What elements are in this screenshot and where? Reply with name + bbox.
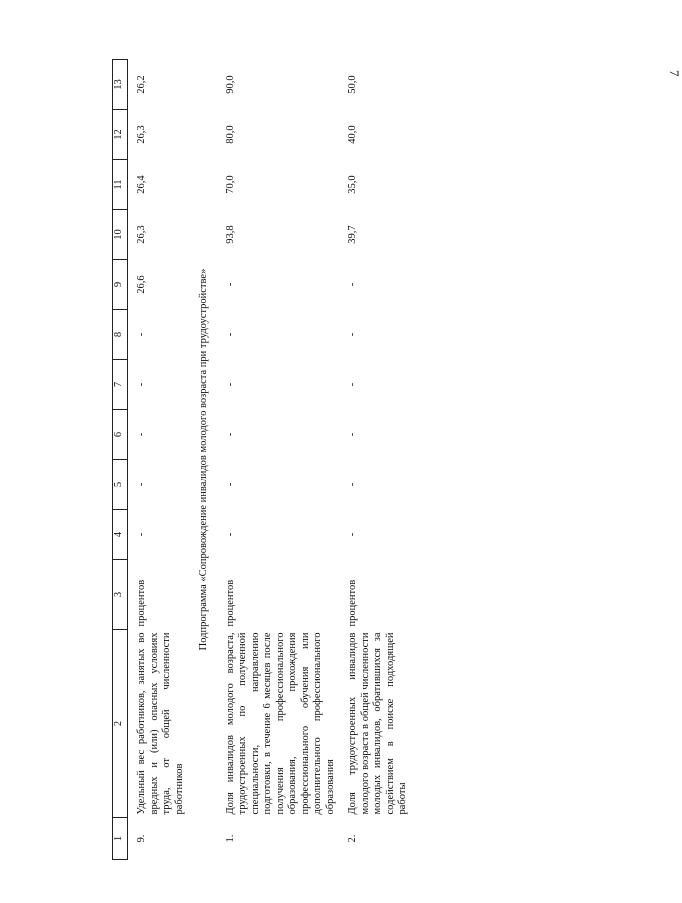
row-value: - <box>136 382 147 387</box>
row-value: - <box>347 332 358 337</box>
row-value: 50,0 <box>347 75 358 94</box>
row-value: - <box>347 432 358 437</box>
row-description: Удельный вес работников, занятых во вредных и (или) опасных условиях труда, от общей численности работников <box>136 632 185 815</box>
row-value: 90,0 <box>224 75 236 94</box>
row-value: - <box>224 382 236 387</box>
row-value: - <box>224 432 236 437</box>
indicators-table <box>112 59 412 860</box>
row-value: 26,4 <box>136 175 147 194</box>
col-header: 3 <box>113 560 128 630</box>
col-header: 10 <box>113 210 128 260</box>
row-number: 9. <box>136 834 147 843</box>
table-row <box>128 60 189 860</box>
row-value: - <box>136 432 147 437</box>
row-value: 39,7 <box>347 225 358 244</box>
col-header: 7 <box>113 360 128 410</box>
row-unit: процентов <box>224 579 236 627</box>
table-row <box>339 60 412 860</box>
row-value: - <box>347 382 358 387</box>
col-header: 11 <box>113 160 128 210</box>
row-value: - <box>347 532 358 537</box>
row-number: 2. <box>347 834 358 843</box>
row-description: Доля инвалидов молодого возраста, трудоустроенных по полученной специальности, направлению подготовки, в течение 6 месяцев после получения профессионального образования, прохождения профессионального обучения или дополнительного профессионального образования <box>224 632 336 815</box>
row-value: 35,0 <box>347 175 358 194</box>
row-value: 40,0 <box>347 125 358 144</box>
row-value: - <box>224 332 236 337</box>
col-header: 12 <box>113 110 128 160</box>
row-value: 26,2 <box>136 75 147 94</box>
row-value: - <box>136 332 147 337</box>
row-value: 80,0 <box>224 125 236 144</box>
col-header: 8 <box>113 310 128 360</box>
subprogram-title: Подпрограмма «Сопровождение инвалидов молодого возраста при трудоустройстве» <box>198 268 209 651</box>
subprogram-heading-row <box>188 60 217 860</box>
row-value: 26,3 <box>136 125 147 144</box>
row-value: 93,8 <box>224 225 236 244</box>
row-value: - <box>136 482 147 487</box>
col-header: 5 <box>113 460 128 510</box>
col-header: 13 <box>113 60 128 110</box>
col-header: 2 <box>113 630 128 818</box>
row-value: - <box>347 482 358 487</box>
row-value: - <box>347 282 358 287</box>
row-unit: процентов <box>347 579 358 627</box>
col-header: 6 <box>113 410 128 460</box>
row-value: - <box>224 282 236 287</box>
table-row <box>217 60 340 860</box>
row-value: - <box>136 532 147 537</box>
row-value: 70,0 <box>224 175 236 194</box>
row-number: 1. <box>224 834 236 843</box>
row-value: 26,6 <box>136 275 147 294</box>
col-header: 9 <box>113 260 128 310</box>
row-value: - <box>224 532 236 537</box>
row-value: - <box>224 482 236 487</box>
page-number: 7 <box>667 70 682 77</box>
header-row <box>113 60 128 860</box>
col-header: 1 <box>113 818 128 860</box>
rotated-table-container <box>112 60 522 860</box>
row-value: 26,3 <box>136 225 147 244</box>
col-header: 4 <box>113 510 128 560</box>
row-unit: процентов <box>136 579 147 627</box>
row-description: Доля трудоустроенных инвалидов молодого возраста в общей численности молодых инвалидов, обратившихся за содействием в поиске подходящей работы <box>347 632 408 815</box>
